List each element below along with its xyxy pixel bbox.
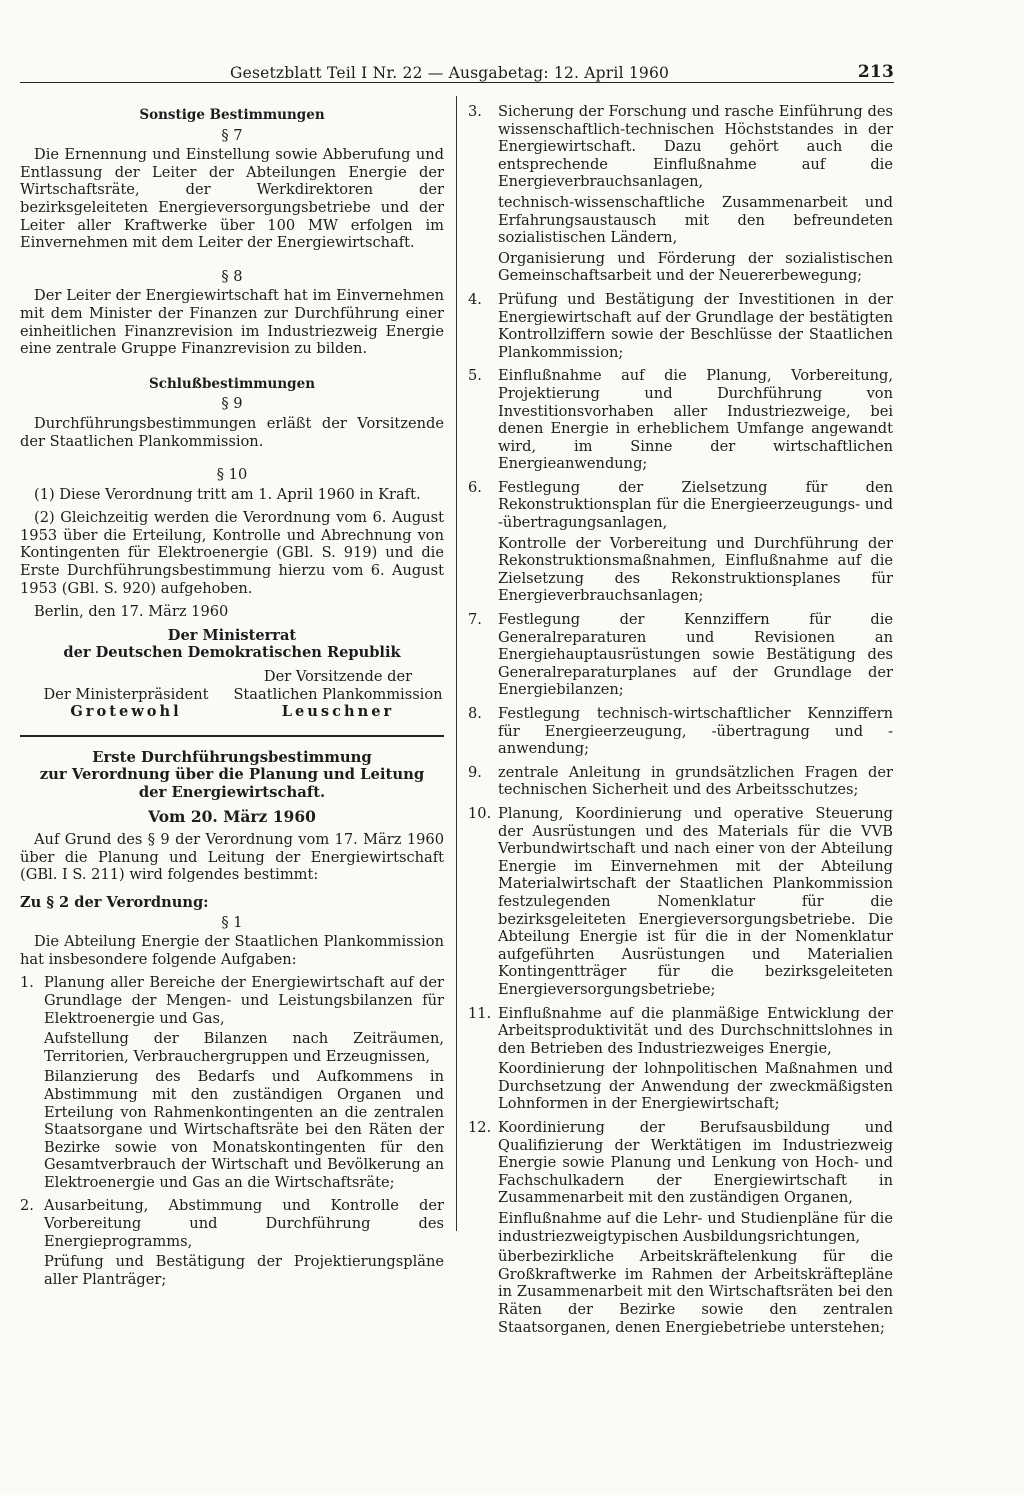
document-title: zur Verordnung über die Planung und Leitung: [39, 766, 425, 784]
paragraph-text: Die Abteilung Energie der Staatlichen Plankommission hat insbesondere folgende Aufgaben:: [20, 933, 444, 968]
list-item-number: 12.: [468, 1119, 492, 1137]
subsection-heading: Zu § 2 der Verordnung:: [20, 893, 209, 911]
list-item-text: Sicherung der Forschung und rasche Einführung des wissenschaftlich-technischen Höchststandes in der Energiewirtschaft. Dazu gehört auch die entsprechende Einflußnahme auf die Energieverbrauchsanlagen,: [498, 103, 893, 191]
place-date: Berlin, den 17. März 1960: [34, 603, 229, 621]
signature-title: Der Ministerpräsident: [43, 685, 209, 703]
list-item-text: zentrale Anleitung in grundsätzlichen Fragen der technischen Sicherheit und des Arbeitsschutzes;: [498, 763, 893, 799]
list-item-text: Kontrolle der Vorbereitung und Durchführung der Rekonstruktionsmaßnahmen, Einflußnahme auf die Zielsetzung des Rekonstruktionsplanes für Energieverbrauchsanlagen;: [498, 534, 893, 605]
document-title: Erste Durchführungsbestimmung: [92, 748, 372, 766]
signature-title: Staatlichen Plankommission: [233, 685, 443, 703]
list-item-text: Planung aller Bereiche der Energiewirtschaft auf der Grundlage der Mengen- und Leistungsbilanzen für Elektroenergie und Gas,: [44, 974, 444, 1027]
list-item: [468, 479, 893, 605]
list-item-text: Einflußnahme auf die planmäßige Entwicklung der Arbeitsproduktivität und des Durchschnittslohnes in den Betrieben des Industriezweiges Energie,: [498, 1004, 893, 1057]
signature-name: Leuschner: [281, 703, 395, 721]
task-list: [468, 103, 893, 1336]
list-item-number: 5.: [468, 367, 482, 385]
left-column: [20, 103, 444, 1288]
paragraph-sign: § 1: [221, 913, 243, 931]
page-number: 213: [857, 62, 894, 82]
paragraph-sign: § 9: [221, 395, 243, 413]
signatory-body: der Deutschen Demokratischen Republik: [63, 644, 401, 662]
list-item-text: Planung, Koordinierung und operative Steuerung der Ausrüstungen und des Materials für die VVB Verbundwirtschaft und nach einer von der Abteilung Energie im Einvernehmen mit der Abteilung Materialwirtschaft der Staatlichen Plankommission festzulegenden Nomenklatur für die bezirksgeleiteten Energieversorgungsbetriebe. Die Abteilung Energie ist für die in der Nomenklatur aufgeführten Ausrüstungen und Materialien Kontingentträger für die bezirksgeleiteten Energieversorgungsbetriebe;: [498, 804, 893, 998]
list-item-text: Koordinierung der lohnpolitischen Maßnahmen und Durchsetzung der Anwendung der zweckmäßigsten Lohnformen in der Energiewirtschaft;: [498, 1060, 893, 1113]
signature-name: Grotewohl: [70, 703, 182, 721]
list-item-text: Prüfung und Bestätigung der Projektierungspläne aller Planträger;: [44, 1253, 444, 1288]
list-item-text: Organisierung und Förderung der sozialistischen Gemeinschaftsarbeit und der Neuererbewegung;: [498, 249, 893, 285]
list-item: [468, 611, 893, 699]
paragraph-sign: § 10: [216, 466, 248, 484]
section-rule: [20, 735, 444, 737]
list-item-text: Koordinierung der Berufsausbildung und Qualifizierung der Werktätigen im Industriezweig Energie sowie Planung und Lenkung von Hoch- und Fachschulkadern der Energiewirtschaft in Zusammenarbeit mit den zuständigen Organen,: [498, 1119, 893, 1207]
paragraph-sign: § 7: [221, 126, 243, 144]
list-item-number: 7.: [468, 611, 482, 629]
list-item: [468, 805, 893, 999]
list-item: [468, 705, 893, 758]
list-item: [20, 1197, 444, 1288]
paragraph-text: Der Leiter der Energiewirtschaft hat im Einvernehmen mit dem Minister der Finanzen zur Durchführung einer einheitlichen Finanzrevision im Industriezweig Energie eine zentrale Gruppe Finanzrevision zu bilden.: [20, 287, 444, 358]
paragraph-text: Auf Grund des § 9 der Verordnung vom 17. März 1960 über die Planung und Leitung der Energiewirtschaft (GBl. I S. 211) wird folgendes bestimmt:: [20, 831, 444, 884]
list-item-text: Festlegung der Zielsetzung für den Rekonstruktionsplan für die Energieerzeugungs- und -übertragungsanlagen,: [498, 478, 893, 532]
list-item-number: 8.: [468, 705, 482, 722]
list-item-number: 11.: [468, 1004, 492, 1022]
list-item-number: 1.: [20, 974, 34, 992]
list-item-text: Festlegung technisch-wirtschaftlicher Kennziffern für Energieerzeugung, -übertragung und -anwendung;: [498, 705, 893, 758]
list-item-text: Bilanzierung des Bedarfs und Aufkommens in Abstimmung mit den zuständigen Organen und Erteilung von Rahmenkontingenten an die zentralen Staatsorgane und Wirtschaftsräte bei den Räten der Bezirke sowie von Monatskontingenten für den Gesamtverbrauch der Wirtschaft und Bevölkerung an Elektroenergie und Gas an die Wirtschaftsräte;: [44, 1068, 444, 1191]
list-item-text: Einflußnahme auf die Lehr- und Studienpläne für die industriezweigtypischen Ausbildungsrichtungen,: [498, 1210, 893, 1245]
list-item-number: 10.: [468, 804, 492, 822]
paragraph-text: (1) Diese Verordnung tritt am 1. April 1960 in Kraft.: [34, 485, 421, 503]
list-item-number: 6.: [468, 478, 482, 496]
list-item-text: Aufstellung der Bilanzen nach Zeiträumen, Territorien, Verbrauchergruppen und Erzeugnissen,: [44, 1030, 444, 1065]
list-item: [468, 764, 893, 799]
signature-row: [20, 686, 444, 704]
list-item-text: überbezirkliche Arbeitskräftelenkung für die Großkraftwerke im Rahmen der Arbeitskräftepläne in Zusammenarbeit mit den Wirtschaftsräten bei den Räten der Bezirke sowie den zentralen Staatsorganen, denen Energiebetriebe unterstehen;: [498, 1248, 893, 1336]
list-item: [468, 103, 893, 285]
list-item-text: Einflußnahme auf die Planung, Vorbereitung, Projektierung und Durchführung von Investitionsvorhaben aller Industriezweige, bei denen Energie in erheblichem Umfange angewandt wird, im Sinne der wirtschaftlichen Energieanwendung;: [498, 367, 893, 473]
document-date: Vom 20. März 1960: [148, 806, 316, 826]
document-title: der Energiewirtschaft.: [138, 784, 326, 801]
list-item-text: Ausarbeitung, Abstimmung und Kontrolle der Vorbereitung und Durchführung des Energieprogramms,: [44, 1197, 444, 1250]
list-item-number: 3.: [468, 103, 482, 120]
list-item: [20, 974, 444, 1191]
paragraph-text: (2) Gleichzeitig werden die Verordnung vom 6. August 1953 über die Erteilung, Kontrolle und Abrechnung von Kontingenten für Elektroenergie (GBl. S. 919) und die Erste Durchführungsbestimmung hierzu vom 6. August 1953 (GBl. S. 920) aufgehoben.: [20, 509, 444, 597]
header-rule: [20, 82, 894, 83]
column-divider: [456, 96, 457, 1231]
section-heading: Schlußbestimmungen: [148, 375, 316, 392]
paragraph-sign: § 8: [221, 267, 243, 285]
list-item: [468, 1119, 893, 1336]
signature-row: [20, 668, 444, 686]
list-item: [468, 291, 893, 361]
paragraph-text: Durchführungsbestimmungen erläßt der Vorsitzende der Staatlichen Plankommission.: [20, 414, 444, 450]
paragraph-text: Die Ernennung und Einstellung sowie Abberufung und Entlassung der Leiter der Abteilungen Energie der Wirtschaftsräte, der Werkdirektoren der bezirksgeleiteten Energieversorgungsbetriebe und der Leiter aller Kraftwerke über 100 MW erfolgen im Einvernehmen mit dem Leiter der Energiewirtschaft.: [20, 146, 444, 252]
list-item-number: 4.: [468, 290, 482, 308]
list-item-text: technisch-wissenschaftliche Zusammenarbeit und Erfahrungsaustausch mit den befreundeten sozialistischen Ländern,: [498, 193, 893, 247]
header-title: Gesetzblatt Teil I Nr. 22 — Ausgabetag: 12. April 1960: [230, 64, 670, 82]
signature-title: Der Vorsitzende der: [263, 668, 413, 686]
list-item-text: Festlegung der Kennziffern für die Generalreparaturen und Revisionen an Energiehauptausrüstungen sowie Bestätigung des Generalreparaturplanes auf der Grundlage der Energiebilanzen;: [498, 611, 893, 699]
list-item-number: 9.: [468, 763, 482, 781]
list-item-number: 2.: [20, 1197, 34, 1215]
list-item-text: Prüfung und Bestätigung der Investitionen in der Energiewirtschaft auf der Grundlage der bestätigten Kontrollziffern sowie der Beschlüsse der Staatlichen Plankommission;: [498, 290, 893, 361]
right-column: [468, 103, 893, 1342]
list-item: [468, 367, 893, 473]
signatory-body: Der Ministerrat: [167, 626, 297, 644]
signature-row: [20, 703, 444, 721]
section-heading: Sonstige Bestimmungen: [139, 107, 325, 123]
list-item: [468, 1005, 893, 1114]
